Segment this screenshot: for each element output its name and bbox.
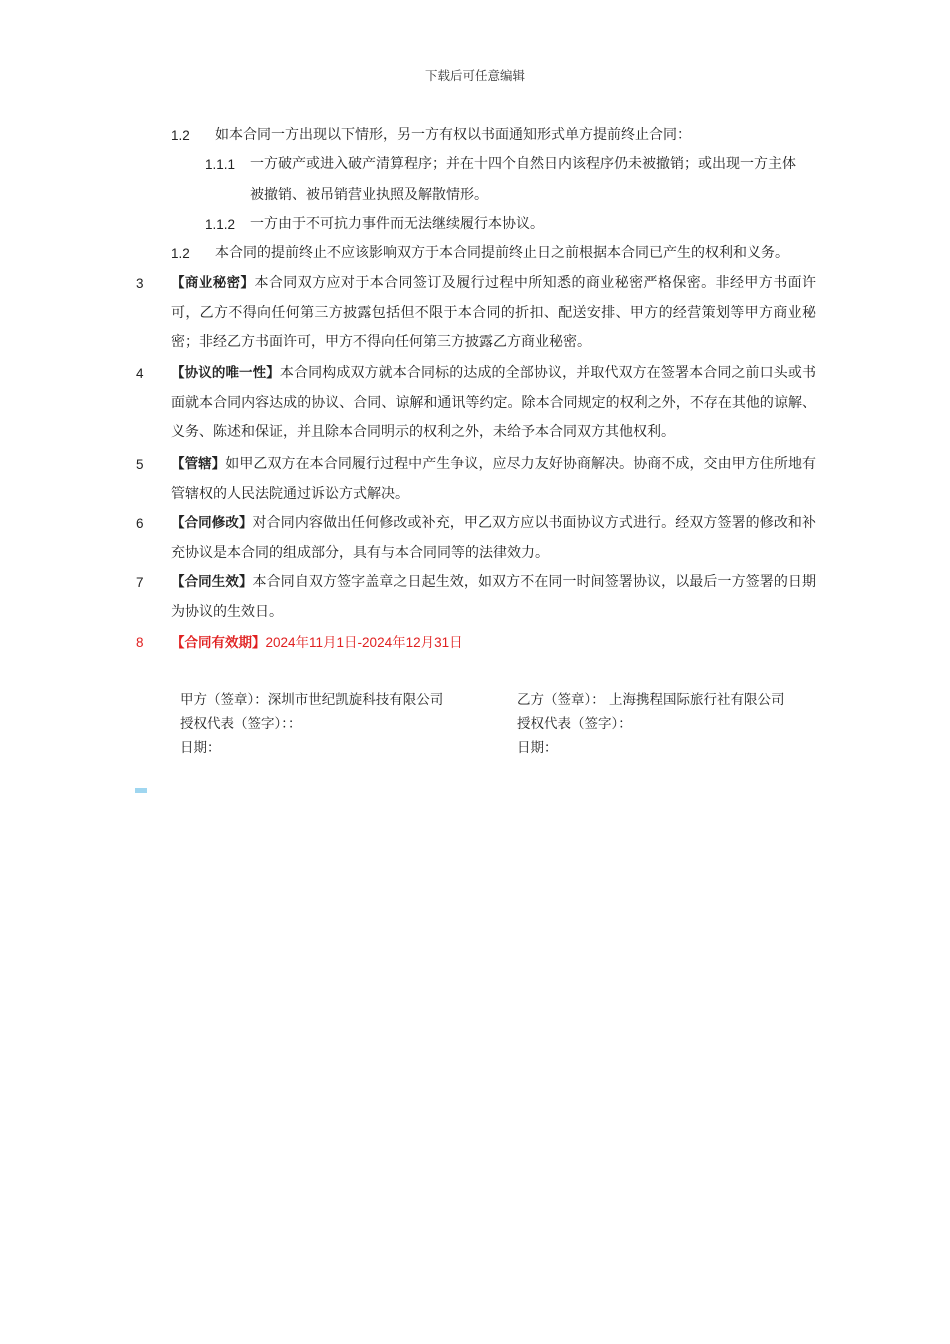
clause-heading: 【协议的唯一性】 bbox=[171, 365, 280, 381]
item-number: 1.1.1 bbox=[205, 157, 236, 172]
item-text: 一方破产或进入破产清算程序；并在十四个自然日内该程序仍未被撤销；或出现一方主体 bbox=[250, 156, 796, 172]
item-text-continued: 被撤销、被吊销营业执照及解散情形。 bbox=[250, 187, 488, 203]
clause-heading: 【商业秘密】 bbox=[171, 275, 255, 291]
clause-uniqueness bbox=[136, 359, 816, 448]
clause-number: 7 bbox=[136, 575, 144, 590]
party-a-representative-line: 授权代表（签字）：： bbox=[180, 716, 302, 732]
clause-number: 5 bbox=[136, 457, 144, 472]
party-a-seal-line: 甲方（签章）：深圳市世纪凯旋科技有限公司 bbox=[180, 692, 444, 708]
item-number: 1.2 bbox=[171, 128, 190, 143]
clause-jurisdiction bbox=[136, 450, 816, 509]
clause-heading: 【合同生效】 bbox=[171, 574, 253, 590]
clause-text: 本合同双方应对于本合同签订及履行过程中所知悉的商业秘密严格保密。非经甲方书面许可，乙方不得向任何第三方披露包括但不限于本合同的折扣、配送安排、甲方的经营策划等甲方商业秘密；非经乙方书面许可，甲方不得向任何第三方披露乙方商业秘密。 bbox=[171, 275, 817, 350]
item-number: 1.1.2 bbox=[205, 217, 236, 232]
clause-heading: 【合同有效期】 bbox=[171, 635, 266, 651]
party-a-date-line: 日期： bbox=[180, 740, 221, 756]
cursor-marker bbox=[135, 788, 147, 793]
clause-number: 3 bbox=[136, 276, 144, 291]
clause-text: 对合同内容做出任何修改或补充，甲乙双方应以书面协议方式进行。经双方签署的修改和补充协议是本合同的组成部分，具有与本合同同等的法律效力。 bbox=[171, 515, 817, 561]
clause-amendment bbox=[136, 509, 816, 568]
clause-effectiveness bbox=[136, 568, 816, 627]
clause-number: 8 bbox=[136, 635, 144, 650]
item-text: 一方由于不可抗力事件而无法继续履行本协议。 bbox=[250, 216, 544, 232]
party-b-date-line: 日期： bbox=[517, 740, 558, 756]
clause-number: 4 bbox=[136, 366, 144, 381]
item-number: 1.2 bbox=[171, 246, 190, 261]
clause-heading: 【管辖】 bbox=[171, 456, 226, 472]
clause-heading: 【合同修改】 bbox=[171, 515, 253, 531]
party-a-signature bbox=[180, 688, 443, 760]
clause-number: 6 bbox=[136, 516, 144, 531]
clause-text: 本合同自双方签字盖章之日起生效，如双方不在同一时间签署协议，以最后一方签署的日期为协议的生效日。 bbox=[171, 574, 817, 620]
clause-text: 本合同构成双方就本合同标的达成的全部协议，并取代双方在签署本合同之前口头或书面就本合同内容达成的协议、合同、谅解和通讯等约定。除本合同规定的权利之外，不存在其他的谅解、义务、陈述和保证，并且除本合同明示的权利之外，未给予本合同双方其他权利。 bbox=[171, 365, 816, 440]
item-text: 本合同的提前终止不应该影响双方于本合同提前终止日之前根据本合同已产生的权利和义务。 bbox=[215, 245, 789, 261]
clause-trade-secret bbox=[136, 269, 816, 358]
party-b-seal-line: 乙方（签章）： 上海携程国际旅行社有限公司 bbox=[517, 692, 785, 708]
page-header: 下载后可任意编辑 bbox=[424, 68, 525, 83]
item-text: 如本合同一方出现以下情形，另一方有权以书面通知形式单方提前终止合同： bbox=[215, 127, 691, 143]
clause-text: 2024年11月1日-2024年12月31日 bbox=[265, 635, 463, 650]
clause-validity-period bbox=[136, 628, 816, 659]
clause-text: 如甲乙双方在本合同履行过程中产生争议，应尽力友好协商解决。协商不成，交由甲方住所地有管辖权的人民法院通过诉讼方式解决。 bbox=[171, 456, 817, 502]
party-b-representative-line: 授权代表（签字）： bbox=[517, 716, 632, 732]
party-b-signature bbox=[517, 688, 785, 760]
